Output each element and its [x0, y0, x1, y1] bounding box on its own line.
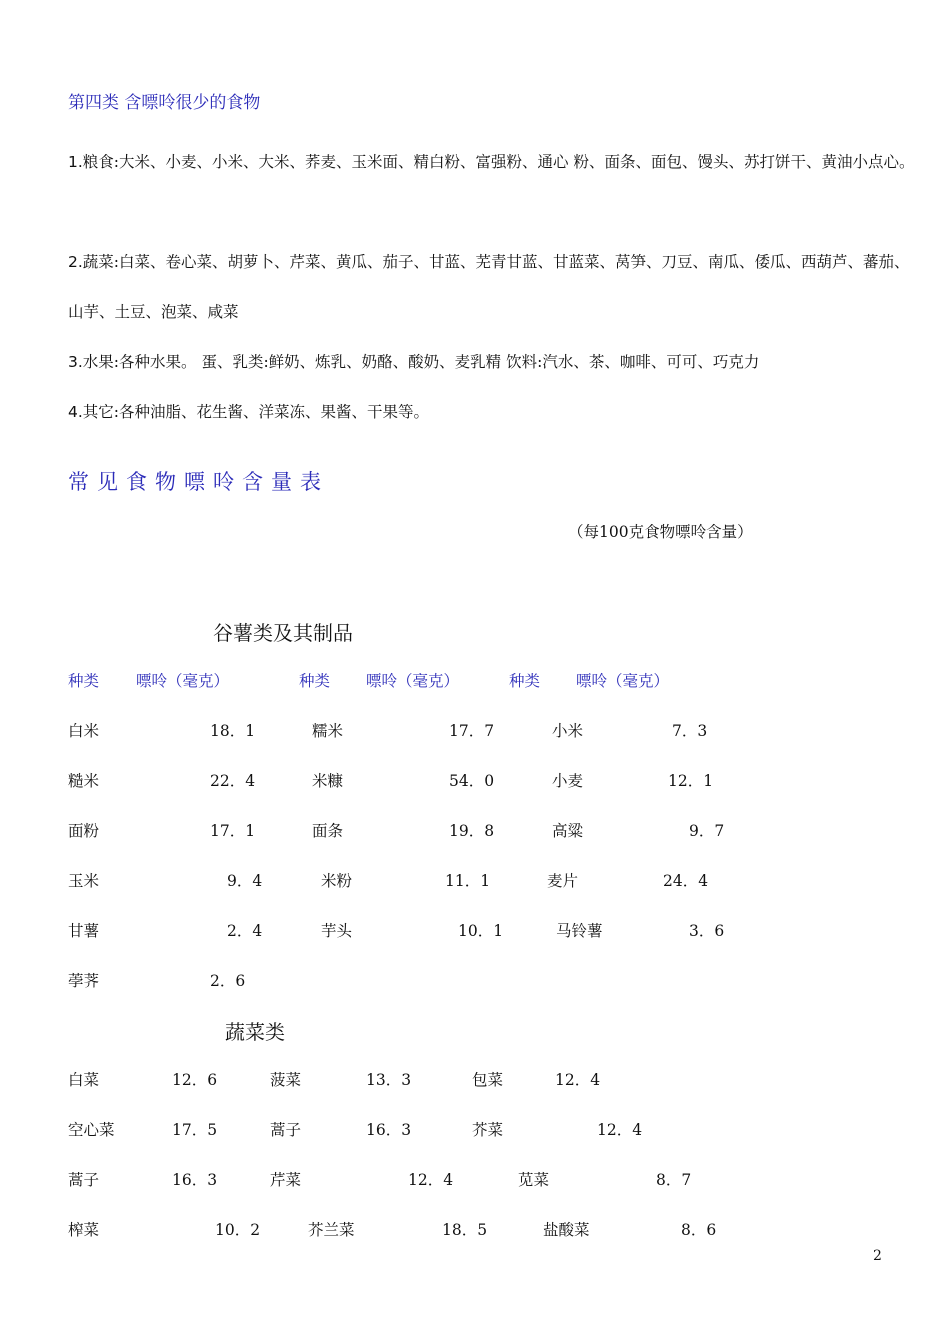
table-cell: 2．4	[227, 922, 263, 940]
table-cell: 白米	[68, 722, 100, 740]
table-cell: 蒿子	[68, 1171, 100, 1189]
table-cell: 苋菜	[518, 1171, 550, 1189]
table-cell: 蒿子	[270, 1121, 302, 1139]
table-cell: 马铃薯	[556, 922, 603, 940]
table-cell: 糙米	[68, 772, 100, 790]
table-cell: 12．6	[172, 1071, 218, 1089]
table-cell: 米粉	[321, 872, 353, 890]
table-cell: 12．4	[555, 1071, 601, 1089]
table-cell: 小米	[552, 722, 584, 740]
header-cell: 嘌呤（毫克）	[136, 672, 230, 690]
table-cell: 盐酸菜	[543, 1221, 590, 1239]
table-cell: 19．8	[449, 822, 495, 840]
list-item: 4.其它:各种油脂、花生酱、洋菜冻、果酱、干果等。	[68, 403, 430, 421]
table-cell: 荸荠	[68, 972, 100, 990]
table-cell: 芋头	[321, 922, 353, 940]
table-cell: 小麦	[552, 772, 584, 790]
table-cell: 高粱	[552, 822, 584, 840]
table-cell: 17．1	[210, 822, 256, 840]
table-cell: 芹菜	[270, 1171, 302, 1189]
table-cell: 18．5	[442, 1221, 488, 1239]
table-cell: 10．2	[215, 1221, 261, 1239]
table-cell: 17．7	[449, 722, 495, 740]
table-cell: 24．4	[663, 872, 709, 890]
table-cell: 面粉	[68, 822, 100, 840]
header-cell: 种类	[299, 672, 331, 690]
page-number: 2	[873, 1248, 882, 1264]
grains-heading: 谷薯类及其制品	[213, 621, 353, 645]
table-cell: 7．3	[672, 722, 708, 740]
table-note: （每100克食物嘌呤含量）	[568, 523, 753, 541]
table-cell: 芥兰菜	[308, 1221, 355, 1239]
list-item: 山芋、土豆、泡菜、咸菜	[68, 303, 239, 321]
table-cell: 玉米	[68, 872, 100, 890]
header-cell: 种类	[68, 672, 100, 690]
list-item: 3.水果:各种水果。 蛋、乳类:鲜奶、炼乳、奶酪、酸奶、麦乳精 饮料:汽水、茶、咖啡、可可、巧克力	[68, 353, 760, 371]
table-cell: 13．3	[366, 1071, 412, 1089]
table-cell: 12．4	[597, 1121, 643, 1139]
table-cell: 16．3	[172, 1171, 218, 1189]
header-cell: 嘌呤（毫克）	[576, 672, 670, 690]
header-cell: 嘌呤（毫克）	[366, 672, 460, 690]
list-item: 2.蔬菜:白菜、卷心菜、胡萝卜、芹菜、黄瓜、茄子、甘蓝、芜青甘蓝、甘蓝菜、莴笋、刀豆、南瓜、倭瓜、西葫芦、蕃茄、	[68, 253, 910, 271]
table-cell: 17．5	[172, 1121, 218, 1139]
table-cell: 芥菜	[472, 1121, 504, 1139]
table-cell: 2．6	[210, 972, 246, 990]
table-cell: 8．7	[656, 1171, 692, 1189]
table-cell: 54．0	[449, 772, 495, 790]
table-cell: 12．1	[668, 772, 714, 790]
table-cell: 甘薯	[68, 922, 100, 940]
table-cell: 22．4	[210, 772, 256, 790]
table-cell: 16．3	[366, 1121, 412, 1139]
table-cell: 18．1	[210, 722, 256, 740]
table-cell: 菠菜	[270, 1071, 302, 1089]
table-cell: 糯米	[312, 722, 344, 740]
header-cell: 种类	[509, 672, 541, 690]
table-cell: 11．1	[445, 872, 491, 890]
section-title: 第四类 含嘌呤很少的食物	[68, 93, 261, 113]
table-cell: 9．4	[227, 872, 263, 890]
table-cell: 榨菜	[68, 1221, 100, 1239]
table-cell: 面条	[312, 822, 344, 840]
table-cell: 白菜	[68, 1071, 100, 1089]
vegetables-heading: 蔬菜类	[225, 1020, 285, 1044]
table-cell: 空心菜	[68, 1121, 115, 1139]
table-cell: 8．6	[681, 1221, 717, 1239]
table-title: 常见食物嘌呤含量表	[68, 470, 329, 494]
table-cell: 麦片	[547, 872, 579, 890]
list-item: 1.粮食:大米、小麦、小米、大米、荞麦、玉米面、精白粉、富强粉、通心 粉、面条、面包、馒头、苏打饼干、黄油小点心。	[68, 153, 915, 171]
table-cell: 10．1	[458, 922, 504, 940]
table-cell: 9．7	[689, 822, 725, 840]
table-cell: 米糠	[312, 772, 344, 790]
table-cell: 3．6	[689, 922, 725, 940]
table-cell: 12．4	[408, 1171, 454, 1189]
table-cell: 包菜	[472, 1071, 504, 1089]
